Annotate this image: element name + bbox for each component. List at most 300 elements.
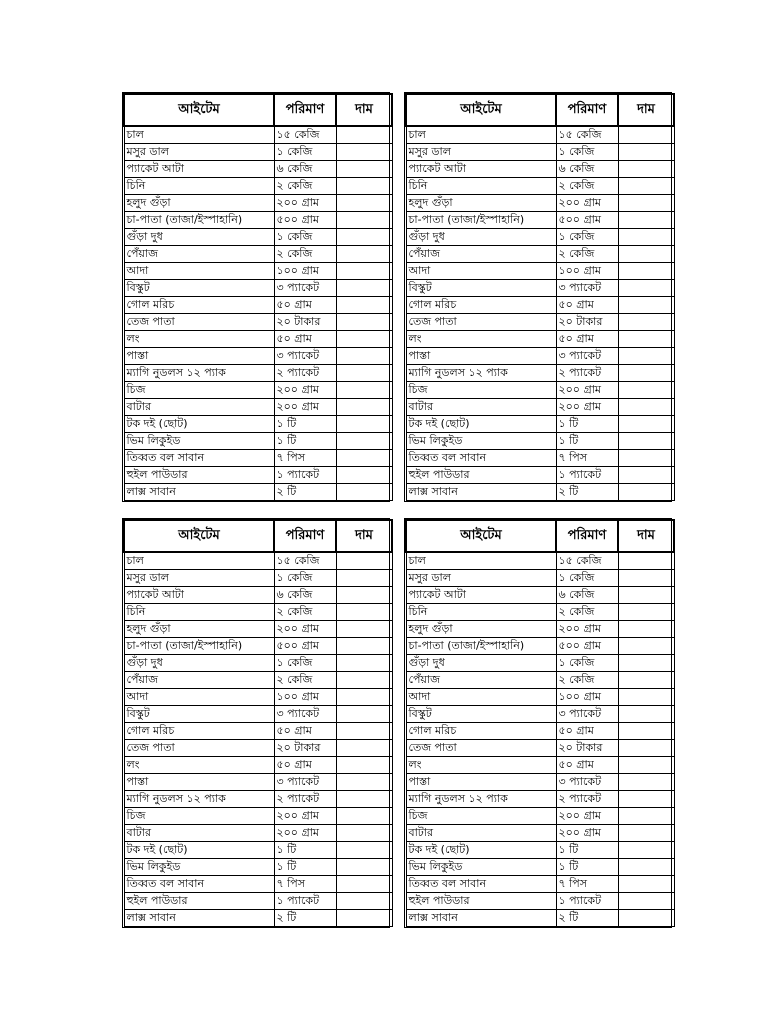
item-price <box>336 263 392 280</box>
item-price <box>618 161 674 178</box>
item-quantity: ৩ প্যাকেট <box>274 280 336 297</box>
item-price <box>618 910 674 927</box>
item-price <box>618 365 674 382</box>
item-price <box>336 484 392 501</box>
item-price <box>618 144 674 161</box>
item-price <box>336 552 392 570</box>
item-price <box>618 740 674 757</box>
item-price <box>618 246 674 263</box>
table-row <box>124 331 392 348</box>
quantity-header: পরিমাণ <box>556 520 618 552</box>
item-name: তিব্বত বল সাবান <box>406 876 556 893</box>
table-row <box>406 689 674 706</box>
item-name: চিজ <box>406 382 556 399</box>
table-row <box>124 348 392 365</box>
item-price <box>336 280 392 297</box>
item-price <box>618 382 674 399</box>
item-name: গুঁড়া দুধ <box>124 229 274 246</box>
item-quantity: ২০০ গ্রাম <box>274 825 336 842</box>
item-price <box>336 774 392 791</box>
item-name: ভিম লিকুইড <box>124 859 274 876</box>
price-header: দাম <box>336 94 392 126</box>
item-price <box>336 825 392 842</box>
table-row <box>406 195 674 212</box>
item-quantity: ২০০ গ্রাম <box>556 808 618 825</box>
item-quantity: ১ টি <box>556 433 618 450</box>
item-quantity: ২ কেজি <box>274 604 336 621</box>
item-price <box>336 689 392 706</box>
item-name: বাটার <box>406 399 556 416</box>
item-quantity: ৬ কেজি <box>556 161 618 178</box>
item-name: লং <box>124 757 274 774</box>
item-price <box>618 893 674 910</box>
item-quantity: ৭ পিস <box>274 450 336 467</box>
item-quantity: ২ প্যাকেট <box>274 791 336 808</box>
table-row <box>406 655 674 672</box>
price-header: দাম <box>336 520 392 552</box>
table-row <box>124 723 392 740</box>
item-rows <box>124 126 392 501</box>
price-header: দাম <box>618 94 674 126</box>
table-row <box>124 774 392 791</box>
item-quantity: ২০ টাকার <box>556 740 618 757</box>
item-quantity: ২০ টাকার <box>274 314 336 331</box>
item-price <box>336 433 392 450</box>
item-name: মসুর ডাল <box>124 570 274 587</box>
item-quantity: ২ কেজি <box>556 672 618 689</box>
item-price <box>618 621 674 638</box>
item-name: চিনি <box>124 178 274 195</box>
item-name: পাস্তা <box>406 774 556 791</box>
table-row <box>124 655 392 672</box>
item-price <box>618 297 674 314</box>
item-quantity: ১৫ কেজি <box>274 126 336 144</box>
item-price <box>336 382 392 399</box>
table-row <box>124 621 392 638</box>
item-quantity: ২০০ গ্রাম <box>556 399 618 416</box>
item-quantity: ২০ টাকার <box>274 740 336 757</box>
table-row <box>406 399 674 416</box>
item-quantity: ৭ পিস <box>274 876 336 893</box>
item-price <box>618 126 674 144</box>
item-price <box>336 144 392 161</box>
table-row <box>124 161 392 178</box>
item-price <box>618 774 674 791</box>
item-price <box>336 672 392 689</box>
table-row <box>124 365 392 382</box>
table-row <box>124 297 392 314</box>
item-name: পাস্তা <box>124 348 274 365</box>
item-quantity: ২০০ গ্রাম <box>556 382 618 399</box>
item-name: লাক্স সাবান <box>124 484 274 501</box>
item-name: বিস্কুট <box>406 280 556 297</box>
item-name: তেজ পাতা <box>124 740 274 757</box>
table-row <box>406 672 674 689</box>
item-name: লং <box>124 331 274 348</box>
item-price <box>336 876 392 893</box>
item-name: লং <box>406 757 556 774</box>
item-name: হলুদ গুঁড়া <box>406 621 556 638</box>
item-quantity: ২০০ গ্রাম <box>274 621 336 638</box>
item-price <box>618 229 674 246</box>
table-row <box>406 825 674 842</box>
table-row <box>124 450 392 467</box>
item-price <box>336 604 392 621</box>
table-row <box>124 689 392 706</box>
quantity-header: পরিমাণ <box>556 94 618 126</box>
item-quantity: ১ কেজি <box>274 144 336 161</box>
item-price <box>336 195 392 212</box>
item-price <box>618 484 674 501</box>
item-quantity: ২ কেজি <box>274 672 336 689</box>
item-quantity: ৫০ গ্রাম <box>274 723 336 740</box>
item-quantity: ২০ টাকার <box>556 314 618 331</box>
item-quantity: ৩ প্যাকেট <box>274 774 336 791</box>
item-name: চা-পাতা (তাজা/ইস্পাহানি) <box>406 638 556 655</box>
table-row <box>124 638 392 655</box>
item-quantity: ১০০ গ্রাম <box>274 263 336 280</box>
item-price <box>336 706 392 723</box>
table-row <box>406 723 674 740</box>
item-name: চা-পাতা (তাজা/ইস্পাহানি) <box>124 212 274 229</box>
item-quantity: ২ কেজি <box>274 246 336 263</box>
item-quantity: ২ টি <box>274 910 336 927</box>
item-quantity: ২ কেজি <box>556 178 618 195</box>
item-price <box>618 757 674 774</box>
table-row <box>406 348 674 365</box>
item-price <box>336 791 392 808</box>
item-name: তিব্বত বল সাবান <box>406 450 556 467</box>
item-price <box>618 655 674 672</box>
item-price <box>336 331 392 348</box>
item-name: চাল <box>124 552 274 570</box>
item-quantity: ৩ প্যাকেট <box>556 774 618 791</box>
item-price <box>618 791 674 808</box>
table-row <box>124 587 392 604</box>
item-price <box>618 825 674 842</box>
table-row <box>406 229 674 246</box>
item-name: চিজ <box>124 808 274 825</box>
item-name: আদা <box>406 263 556 280</box>
table-row <box>406 467 674 484</box>
item-name: বাটার <box>124 399 274 416</box>
item-quantity: ৫০ গ্রাম <box>274 331 336 348</box>
table-row <box>124 740 392 757</box>
table-row <box>406 178 674 195</box>
table-row <box>124 706 392 723</box>
item-quantity: ৫০ গ্রাম <box>556 331 618 348</box>
table-row <box>124 416 392 433</box>
item-price <box>618 552 674 570</box>
item-name: প্যাকেট আটা <box>124 587 274 604</box>
item-price <box>336 246 392 263</box>
item-price <box>336 229 392 246</box>
table-row <box>124 552 392 570</box>
item-quantity: ৩ প্যাকেট <box>274 706 336 723</box>
item-header: আইটেম <box>124 520 274 552</box>
item-name: তিব্বত বল সাবান <box>124 450 274 467</box>
table-row <box>406 484 674 501</box>
table-row <box>124 876 392 893</box>
item-name: ম্যাগি নুডলস ১২ প্যাক <box>406 365 556 382</box>
table-row <box>406 263 674 280</box>
table-row <box>124 672 392 689</box>
item-name: চিনি <box>406 604 556 621</box>
item-quantity: ২ টি <box>274 484 336 501</box>
item-name: পাস্তা <box>124 774 274 791</box>
item-quantity: ১ কেজি <box>274 229 336 246</box>
table-row <box>124 467 392 484</box>
item-quantity: ৫০ গ্রাম <box>274 297 336 314</box>
item-rows <box>406 126 674 501</box>
item-price <box>336 723 392 740</box>
item-name: লাক্স সাবান <box>406 484 556 501</box>
item-name: প্যাকেট আটা <box>406 161 556 178</box>
item-price <box>618 467 674 484</box>
item-price <box>336 621 392 638</box>
table-row <box>124 825 392 842</box>
table-row <box>124 910 392 927</box>
item-price <box>336 416 392 433</box>
item-price <box>618 212 674 229</box>
item-name: বাটার <box>406 825 556 842</box>
table-row <box>406 552 674 570</box>
table-row <box>406 416 674 433</box>
item-name: তিব্বত বল সাবান <box>124 876 274 893</box>
item-quantity: ১৫ কেজি <box>556 126 618 144</box>
item-price <box>618 314 674 331</box>
table-row <box>406 331 674 348</box>
item-quantity: ৬ কেজি <box>274 587 336 604</box>
item-quantity: ১ কেজি <box>274 570 336 587</box>
item-name: গোল মরিচ <box>124 723 274 740</box>
item-name: চাল <box>124 126 274 144</box>
item-name: বাটার <box>124 825 274 842</box>
item-price <box>618 587 674 604</box>
table-row <box>406 757 674 774</box>
item-name: হলুদ গুঁড়া <box>406 195 556 212</box>
table-row <box>124 195 392 212</box>
table-row <box>124 808 392 825</box>
item-name: গোল মরিচ <box>406 297 556 314</box>
item-rows <box>124 552 392 927</box>
item-quantity: ২০০ গ্রাম <box>556 195 618 212</box>
item-name: আদা <box>124 689 274 706</box>
table-row <box>406 570 674 587</box>
item-name: ম্যাগি নুডলস ১২ প্যাক <box>406 791 556 808</box>
item-price <box>336 655 392 672</box>
item-quantity: ১ টি <box>274 842 336 859</box>
item-quantity: ৩ প্যাকেট <box>274 348 336 365</box>
item-name: পেঁয়াজ <box>406 246 556 263</box>
table-row <box>406 638 674 655</box>
item-price <box>618 433 674 450</box>
item-price <box>336 893 392 910</box>
item-price <box>336 467 392 484</box>
item-name: ভিম লিকুইড <box>406 859 556 876</box>
item-header: আইটেম <box>124 94 274 126</box>
table-row <box>406 161 674 178</box>
item-name: তেজ পাতা <box>124 314 274 331</box>
item-quantity: ২০০ গ্রাম <box>274 382 336 399</box>
item-quantity: ১ প্যাকেট <box>556 467 618 484</box>
item-quantity: ৫০ গ্রাম <box>556 757 618 774</box>
item-quantity: ২ কেজি <box>274 178 336 195</box>
item-price <box>618 195 674 212</box>
table-row <box>406 382 674 399</box>
table-row <box>406 842 674 859</box>
item-price <box>618 638 674 655</box>
item-name: বিস্কুট <box>406 706 556 723</box>
item-name: চা-পাতা (তাজা/ইস্পাহানি) <box>124 638 274 655</box>
table-row <box>124 399 392 416</box>
table-row <box>406 450 674 467</box>
table-row <box>406 774 674 791</box>
item-name: হুইল পাউডার <box>124 467 274 484</box>
item-name: টক দই (ছোট) <box>406 416 556 433</box>
item-name: মসুর ডাল <box>124 144 274 161</box>
item-price <box>336 587 392 604</box>
item-quantity: ৫০০ গ্রাম <box>274 212 336 229</box>
table-row <box>406 297 674 314</box>
item-name: হলুদ গুঁড়া <box>124 195 274 212</box>
table-row <box>124 433 392 450</box>
item-name: চা-পাতা (তাজা/ইস্পাহানি) <box>406 212 556 229</box>
item-quantity: ২ কেজি <box>556 604 618 621</box>
item-name: গুঁড়া দুধ <box>406 229 556 246</box>
item-name: গুঁড়া দুধ <box>124 655 274 672</box>
table-row <box>124 280 392 297</box>
item-price <box>336 126 392 144</box>
item-name: পেঁয়াজ <box>124 672 274 689</box>
item-name: মসুর ডাল <box>406 144 556 161</box>
item-name: ভিম লিকুইড <box>124 433 274 450</box>
table-row <box>124 246 392 263</box>
item-quantity: ২ কেজি <box>556 246 618 263</box>
item-name: তেজ পাতা <box>406 314 556 331</box>
item-name: লাক্স সাবান <box>124 910 274 927</box>
shopping-list-sheet-4 <box>404 518 672 928</box>
item-quantity: ১ টি <box>556 842 618 859</box>
item-quantity: ১ টি <box>274 433 336 450</box>
item-name: হুইল পাউডার <box>406 467 556 484</box>
item-quantity: ৩ প্যাকেট <box>556 706 618 723</box>
item-name: হুইল পাউডার <box>406 893 556 910</box>
item-quantity: ২০০ গ্রাম <box>556 621 618 638</box>
item-name: পাস্তা <box>406 348 556 365</box>
quantity-header: পরিমাণ <box>274 94 336 126</box>
item-quantity: ২ প্যাকেট <box>556 365 618 382</box>
table-row <box>406 876 674 893</box>
item-quantity: ৫০০ গ্রাম <box>556 638 618 655</box>
item-price <box>336 910 392 927</box>
item-quantity: ১ টি <box>556 859 618 876</box>
item-quantity: ২০০ গ্রাম <box>556 825 618 842</box>
item-price <box>618 280 674 297</box>
item-name: চিনি <box>124 604 274 621</box>
item-price <box>336 859 392 876</box>
table-row <box>124 126 392 144</box>
item-quantity: ১ টি <box>274 416 336 433</box>
item-quantity: ১ টি <box>274 859 336 876</box>
item-quantity: ১ প্যাকেট <box>274 467 336 484</box>
table-row <box>124 842 392 859</box>
item-quantity: ১ কেজি <box>274 655 336 672</box>
table-row <box>124 859 392 876</box>
item-name: পেঁয়াজ <box>406 672 556 689</box>
item-price <box>618 706 674 723</box>
item-price <box>336 808 392 825</box>
table-row <box>124 757 392 774</box>
item-name: আদা <box>406 689 556 706</box>
item-name: মসুর ডাল <box>406 570 556 587</box>
item-name: হুইল পাউডার <box>124 893 274 910</box>
item-quantity: ১০০ গ্রাম <box>556 689 618 706</box>
table-row <box>124 178 392 195</box>
item-price <box>618 263 674 280</box>
item-name: গোল মরিচ <box>124 297 274 314</box>
item-quantity: ১৫ কেজি <box>556 552 618 570</box>
item-quantity: ১ কেজি <box>556 570 618 587</box>
table-row <box>406 910 674 927</box>
item-price <box>336 399 392 416</box>
item-rows <box>406 552 674 927</box>
table-row <box>124 791 392 808</box>
item-price <box>618 604 674 621</box>
table-row <box>124 212 392 229</box>
item-name: চিজ <box>124 382 274 399</box>
item-quantity: ৫০ গ্রাম <box>274 757 336 774</box>
item-quantity: ১ কেজি <box>556 655 618 672</box>
item-quantity: ১০০ গ্রাম <box>274 689 336 706</box>
table-row <box>406 621 674 638</box>
quantity-header: পরিমাণ <box>274 520 336 552</box>
item-quantity: ১ প্যাকেট <box>556 893 618 910</box>
item-price <box>618 570 674 587</box>
item-price <box>618 348 674 365</box>
table-row <box>406 212 674 229</box>
item-name: লাক্স সাবান <box>406 910 556 927</box>
item-quantity: ৭ পিস <box>556 450 618 467</box>
table-row <box>124 229 392 246</box>
table-row <box>406 126 674 144</box>
table-row <box>406 859 674 876</box>
item-price <box>336 314 392 331</box>
table-row <box>406 433 674 450</box>
item-quantity: ১০০ গ্রাম <box>556 263 618 280</box>
item-quantity: ৬ কেজি <box>556 587 618 604</box>
item-quantity: ১ প্যাকেট <box>274 893 336 910</box>
item-price <box>618 876 674 893</box>
table-row <box>406 314 674 331</box>
item-price <box>618 859 674 876</box>
item-price <box>336 757 392 774</box>
item-price <box>336 740 392 757</box>
item-name: চিনি <box>406 178 556 195</box>
item-quantity: ২ টি <box>556 910 618 927</box>
table-row <box>124 382 392 399</box>
table-row <box>124 314 392 331</box>
item-quantity: ১ কেজি <box>556 144 618 161</box>
item-name: চাল <box>406 126 556 144</box>
table-row <box>124 263 392 280</box>
price-header: দাম <box>618 520 674 552</box>
item-quantity: ২ প্যাকেট <box>556 791 618 808</box>
table-row <box>124 604 392 621</box>
table-row <box>406 740 674 757</box>
item-price <box>618 842 674 859</box>
item-name: চিজ <box>406 808 556 825</box>
